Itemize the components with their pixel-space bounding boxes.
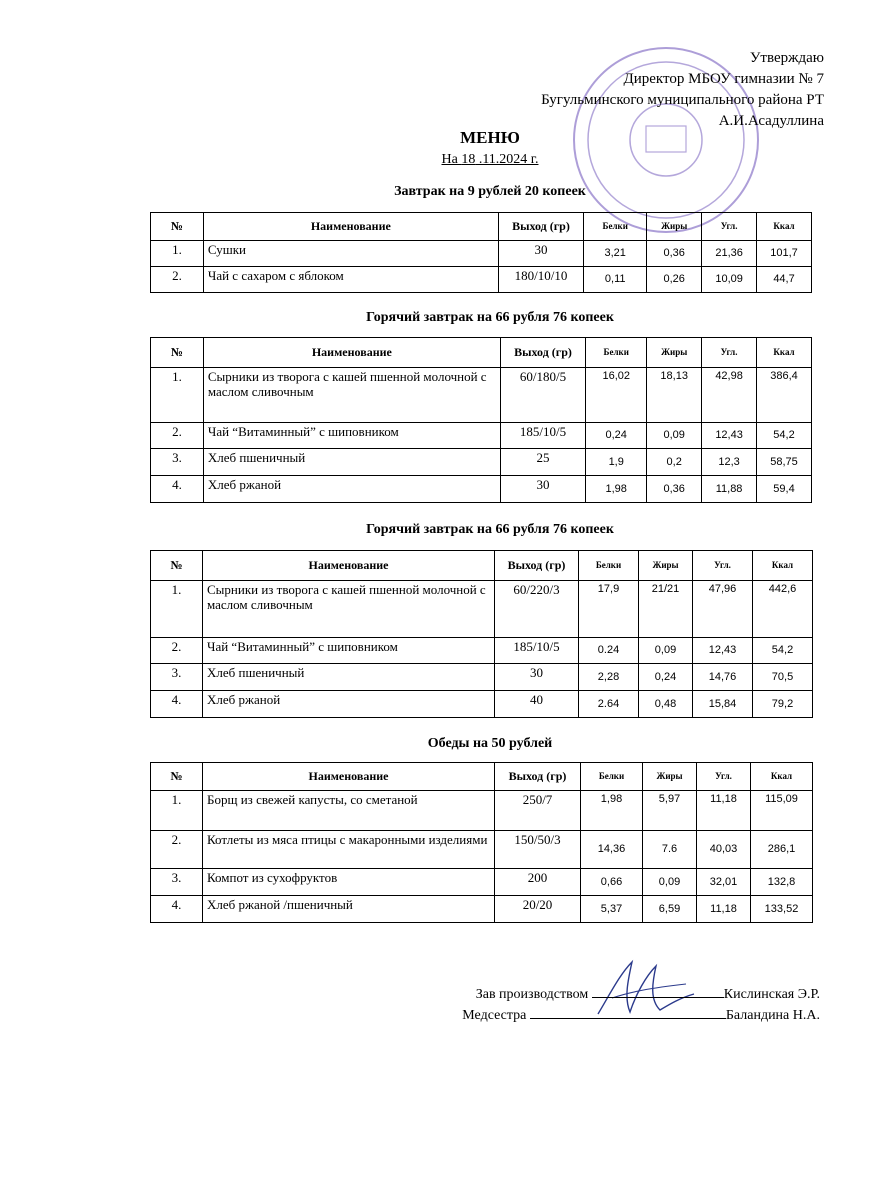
cell-kcal: 101,7: [757, 241, 812, 267]
section-title: Горячий завтрак на 66 рубля 76 копеек: [366, 522, 614, 537]
date-day: 18: [461, 152, 476, 167]
col-header: Выход (гр): [495, 763, 581, 791]
cell-num: 1.: [151, 368, 204, 423]
cell-yield: 250/7: [495, 791, 581, 831]
cell-kcal: 54,2: [753, 638, 813, 664]
col-header: Наименование: [203, 763, 495, 791]
cell-carbs: 14,76: [693, 664, 753, 691]
col-header: Выход (гр): [495, 551, 579, 581]
cell-name: Котлеты из мяса птицы с макаронными изделиями: [203, 831, 495, 869]
cell-kcal: 79,2: [753, 691, 813, 718]
signature-blank: [592, 997, 724, 998]
menu-table: [150, 762, 813, 923]
date-prefix: На: [441, 152, 462, 167]
cell-kcal: 70,5: [753, 664, 813, 691]
cell-carbs: 12,43: [702, 423, 757, 449]
cell-num: 1.: [151, 241, 204, 267]
cell-carbs: 11,18: [697, 791, 751, 831]
col-header: №: [151, 763, 203, 791]
approval-line: Директор МБОУ гимназии № 7: [623, 71, 824, 87]
cell-carbs: 40,03: [697, 831, 751, 869]
col-header: Угл.: [702, 338, 757, 368]
cell-name: Хлеб ржаной: [203, 476, 500, 503]
signature-role: Медсестра: [462, 1008, 530, 1023]
approval-line: А.И.Асадуллина: [718, 113, 824, 129]
cell-num: 2.: [151, 638, 203, 664]
cell-protein: 1,98: [586, 476, 647, 503]
col-header: Белки: [584, 213, 647, 241]
cell-yield: 20/20: [495, 896, 581, 923]
cell-name: Сырники из творога с кашей пшенной молочной с маслом сливочным: [203, 581, 495, 638]
signature-name: Кислинская Э.Р.: [723, 987, 820, 1002]
cell-name: Хлеб ржаной /пшеничный: [203, 896, 495, 923]
col-header: Белки: [586, 338, 647, 368]
page-title: МЕНЮ: [460, 128, 520, 147]
cell-fat: 21/21: [639, 581, 693, 638]
cell-fat: 6,59: [643, 896, 697, 923]
cell-protein: 1,9: [586, 449, 647, 476]
cell-num: 2.: [151, 831, 203, 869]
cell-protein: 5,37: [581, 896, 643, 923]
table-row: [151, 664, 813, 691]
section-title: Горячий завтрак на 66 рубля 76 копеек: [366, 310, 614, 325]
col-header: Угл.: [702, 213, 757, 241]
cell-carbs: 11,18: [697, 896, 751, 923]
cell-protein: 0.24: [579, 638, 639, 664]
cell-protein: 16,02: [586, 368, 647, 423]
table-row: [151, 368, 812, 423]
cell-carbs: 47,96: [693, 581, 753, 638]
cell-yield: 30: [498, 241, 583, 267]
menu-table: [150, 337, 812, 503]
cell-kcal: 59,4: [757, 476, 812, 503]
cell-num: 4.: [151, 476, 204, 503]
cell-kcal: 133,52: [751, 896, 813, 923]
col-header: Выход (гр): [498, 213, 583, 241]
cell-protein: 2,28: [579, 664, 639, 691]
table-row: [151, 791, 813, 831]
cell-num: 3.: [151, 449, 204, 476]
cell-num: 1.: [151, 791, 203, 831]
cell-protein: 0,24: [586, 423, 647, 449]
cell-yield: 185/10/5: [500, 423, 585, 449]
cell-fat: 0,09: [639, 638, 693, 664]
cell-fat: 18,13: [647, 368, 702, 423]
menu-table: [150, 212, 812, 293]
cell-name: Чай “Витаминный” с шиповником: [203, 423, 500, 449]
cell-yield: 60/220/3: [495, 581, 579, 638]
cell-num: 1.: [151, 581, 203, 638]
col-header: Угл.: [697, 763, 751, 791]
table-row: [151, 896, 813, 923]
cell-kcal: 115,09: [751, 791, 813, 831]
table-row: [151, 638, 813, 664]
approval-line: Бугульминского муниципального района РТ: [541, 92, 824, 108]
signature-blank: [530, 1018, 726, 1019]
table-header-row: [151, 213, 812, 241]
cell-num: 3.: [151, 869, 203, 896]
cell-yield: 150/50/3: [495, 831, 581, 869]
col-header: Жиры: [647, 213, 702, 241]
date-suffix: .11.2024 г.: [475, 152, 539, 167]
cell-carbs: 21,36: [702, 241, 757, 267]
signature-name: Баландина Н.А.: [725, 1008, 820, 1023]
cell-fat: 7.6: [643, 831, 697, 869]
cell-kcal: 132,8: [751, 869, 813, 896]
col-header: №: [151, 338, 204, 368]
signature-line-production: [476, 987, 820, 1003]
col-header: Наименование: [203, 213, 498, 241]
cell-name: Хлеб пшеничный: [203, 664, 495, 691]
cell-carbs: 12,43: [693, 638, 753, 664]
cell-carbs: 32,01: [697, 869, 751, 896]
col-header: Наименование: [203, 338, 500, 368]
cell-yield: 25: [500, 449, 585, 476]
table-row: [151, 581, 813, 638]
cell-name: Сушки: [203, 241, 498, 267]
cell-name: Чай с сахаром с яблоком: [203, 267, 498, 293]
col-header: Жиры: [647, 338, 702, 368]
cell-num: 4.: [151, 691, 203, 718]
section-title: Обеды на 50 рублей: [427, 736, 553, 751]
cell-kcal: 58,75: [757, 449, 812, 476]
cell-yield: 30: [495, 664, 579, 691]
cell-name: Хлеб пшеничный: [203, 449, 500, 476]
cell-fat: 0,36: [647, 241, 702, 267]
cell-yield: 40: [495, 691, 579, 718]
cell-carbs: 10,09: [702, 267, 757, 293]
approval-block: [541, 48, 824, 132]
cell-name: Чай “Витаминный” с шиповником: [203, 638, 495, 664]
table-row: [151, 423, 812, 449]
col-header: Жиры: [639, 551, 693, 581]
col-header: Жиры: [643, 763, 697, 791]
cell-fat: 0,09: [647, 423, 702, 449]
col-header: №: [151, 213, 204, 241]
cell-protein: 2.64: [579, 691, 639, 718]
cell-carbs: 11,88: [702, 476, 757, 503]
cell-protein: 1,98: [581, 791, 643, 831]
col-header: Ккал: [757, 338, 812, 368]
col-header: №: [151, 551, 203, 581]
cell-name: Хлеб ржаной: [203, 691, 495, 718]
table-row: [151, 476, 812, 503]
table-row: [151, 869, 813, 896]
cell-name: Сырники из творога с кашей пшенной молочной с маслом сливочным: [203, 368, 500, 423]
col-header: Ккал: [753, 551, 813, 581]
col-header: Выход (гр): [500, 338, 585, 368]
cell-name: Борщ из свежей капусты, со сметаной: [203, 791, 495, 831]
cell-kcal: 286,1: [751, 831, 813, 869]
cell-fat: 0,48: [639, 691, 693, 718]
table-header-row: [151, 763, 813, 791]
cell-fat: 0,24: [639, 664, 693, 691]
cell-num: 3.: [151, 664, 203, 691]
cell-kcal: 44,7: [757, 267, 812, 293]
cell-protein: 17,9: [579, 581, 639, 638]
cell-fat: 0,36: [647, 476, 702, 503]
table-header-row: [151, 338, 812, 368]
cell-fat: 0,26: [647, 267, 702, 293]
cell-kcal: 386,4: [757, 368, 812, 423]
cell-num: 2.: [151, 423, 204, 449]
table-row: [151, 241, 812, 267]
cell-kcal: 442,6: [753, 581, 813, 638]
cell-num: 2.: [151, 267, 204, 293]
cell-carbs: 15,84: [693, 691, 753, 718]
cell-protein: 3,21: [584, 241, 647, 267]
col-header: Белки: [579, 551, 639, 581]
col-header: Ккал: [751, 763, 813, 791]
cell-fat: 0,09: [643, 869, 697, 896]
approval-line: Утверждаю: [749, 50, 824, 66]
signature-line-nurse: [462, 1008, 820, 1024]
col-header: Наименование: [203, 551, 495, 581]
col-header: Ккал: [757, 213, 812, 241]
cell-num: 4.: [151, 896, 203, 923]
col-header: Угл.: [693, 551, 753, 581]
col-header: Белки: [581, 763, 643, 791]
table-row: [151, 267, 812, 293]
cell-carbs: 42,98: [702, 368, 757, 423]
cell-fat: 5,97: [643, 791, 697, 831]
cell-kcal: 54,2: [757, 423, 812, 449]
cell-yield: 185/10/5: [495, 638, 579, 664]
cell-yield: 60/180/5: [500, 368, 585, 423]
cell-protein: 0,11: [584, 267, 647, 293]
menu-date: [0, 152, 872, 168]
menu-table: [150, 550, 813, 718]
table-row: [151, 691, 813, 718]
cell-name: Компот из сухофруктов: [203, 869, 495, 896]
cell-protein: 0,66: [581, 869, 643, 896]
section-title: Завтрак на 9 рублей 20 копеек: [394, 184, 586, 199]
cell-carbs: 12,3: [702, 449, 757, 476]
cell-yield: 30: [500, 476, 585, 503]
cell-yield: 180/10/10: [498, 267, 583, 293]
table-row: [151, 831, 813, 869]
signature-role: Зав производством: [475, 987, 592, 1002]
cell-fat: 0,2: [647, 449, 702, 476]
table-header-row: [151, 551, 813, 581]
cell-yield: 200: [495, 869, 581, 896]
table-row: [151, 449, 812, 476]
cell-protein: 14,36: [581, 831, 643, 869]
